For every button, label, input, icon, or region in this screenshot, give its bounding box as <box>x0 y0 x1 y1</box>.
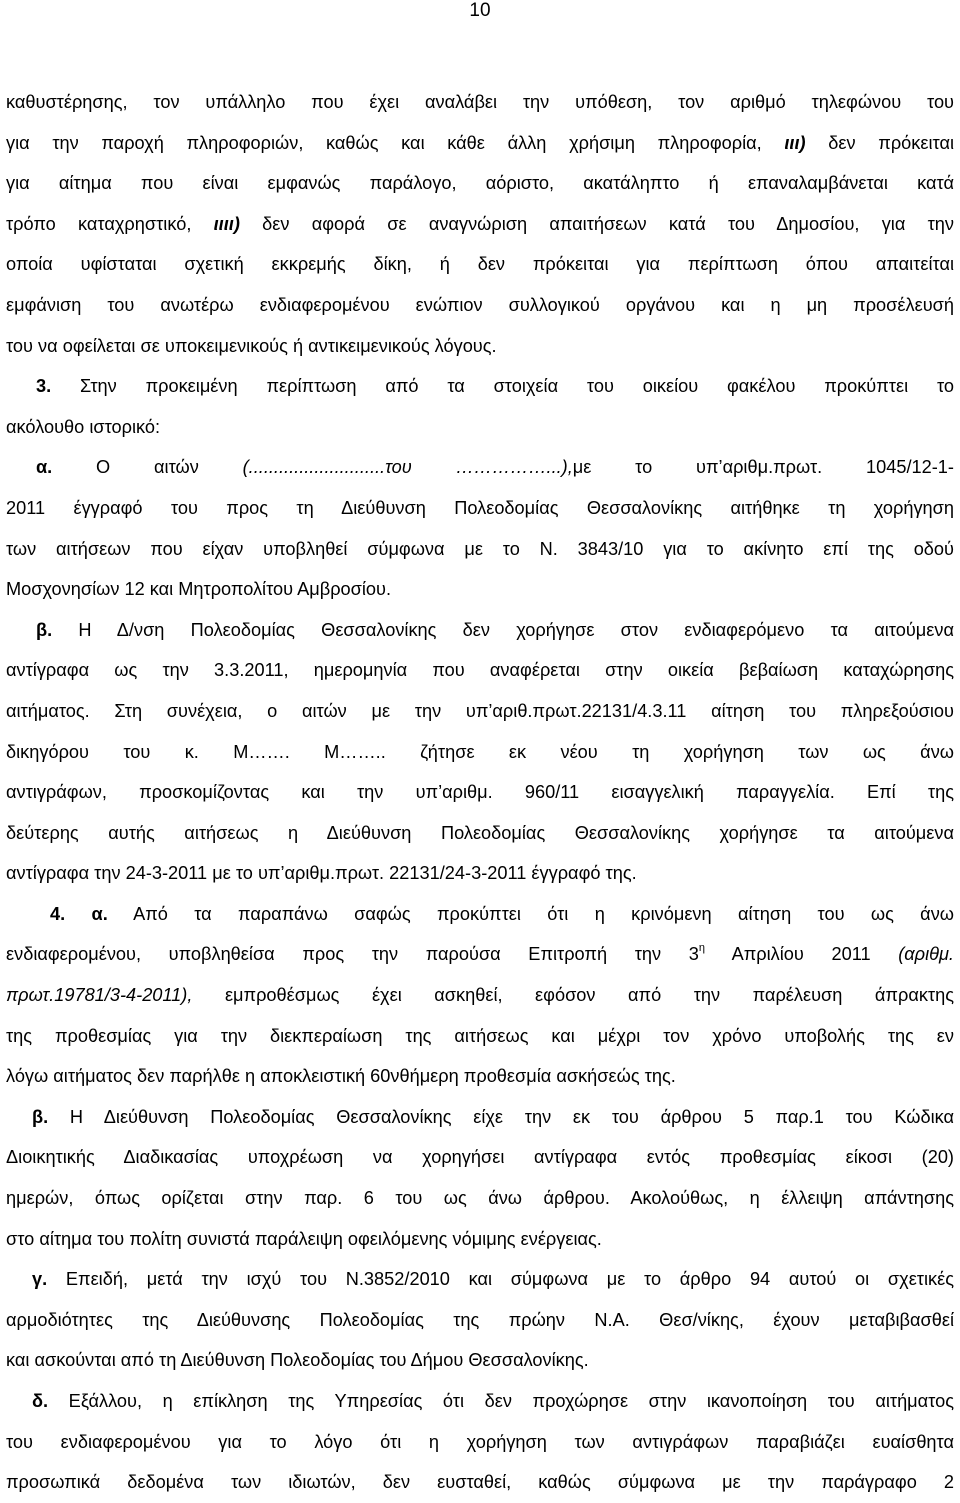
text-line: δ. Εξάλλου, η επίκληση της Υπηρεσίας ότι δεν προχώρησε στην ικανοποίηση του αιτήματος <box>32 1391 954 1411</box>
text-line: λόγω αιτήματος δεν παρήλθε η αποκλειστική 60νθήμερη προθεσμία ασκήσεώς της. <box>6 1066 676 1087</box>
text-line: γ. Επειδή, μετά την ισχύ του Ν.3852/2010 και σύμφωνα με το άρθρο 94 αυτού οι σχετικές <box>32 1269 954 1290</box>
paragraph-4-gamma <box>6 1259 954 1381</box>
section-number: α. <box>36 457 53 478</box>
text-line: και ασκούνται από τη Διεύθυνση Πολεοδομίας του Δήμου Θεσσαλονίκης. <box>6 1350 589 1371</box>
section-number: γ. <box>32 1269 48 1290</box>
paragraph-continuation <box>6 82 954 366</box>
text-line: 2011 έγγραφό του προς τη Διεύθυνση Πολεοδομίας Θεσσαλονίκης αιτήθηκε τη χορήγηση <box>6 497 954 518</box>
text-line: του να οφείλεται σε υποκειμενικούς ή αντικειμενικούς λόγους. <box>6 335 497 356</box>
paragraph-beta <box>6 610 954 894</box>
text-line: 4. α. Από τα παραπάνω σαφώς προκύπτει ότι η κρινόμενη αίτηση του ως άνω <box>50 903 954 924</box>
text-line: των αιτήσεων που είχαν υποβληθεί σύμφωνα με το Ν. 3843/10 για το ακίνητο επί της οδού <box>6 538 954 559</box>
text-line: Μοσχονησίων 12 και Μητροπολίτου Αμβροσίου. <box>6 579 392 600</box>
paragraph-3 <box>6 366 954 447</box>
text-line: της προθεσμίας για την διεκπεραίωση της αιτήσεως και μέχρι τον χρόνο υποβολής της εν <box>6 1025 954 1046</box>
text-line: ενδιαφερομένου, υποβληθείσα προς την παρούσα Επιτροπή την $3^\eta$ Απριλίου 2011 (αριθμ. <box>6 942 954 965</box>
text-line: τρόπο καταχρηστικό, ιιιι) δεν αφορά σε αναγνώριση απαιτήσεων κατά του Δημοσίου, για την <box>6 213 954 234</box>
text-line: αντίγραφα την 24-3-2011 με το υπ’αριθμ.πρωτ. 22131/24-3-2011 έγγραφό της. <box>6 863 637 884</box>
text-line: β. Η Δ/νση Πολεοδομίας Θεσσαλονίκης δεν χορήγησε στον ενδιαφερόμενο τα αιτούμενα <box>36 619 954 640</box>
text-line: αρμοδιότητες της Διεύθυνσης Πολεοδομίας της πρώην Ν.Α. Θεσ/νίκης, έχουν μεταβιβασθεί <box>6 1309 954 1330</box>
page-number: 10 <box>469 0 491 21</box>
text-line: Διοικητικής Διαδικασίας υποχρέωση να χορηγήσει αντίγραφα εντός προθεσμίας είκοσι (20) <box>6 1147 954 1168</box>
text-line: ακόλουθο ιστορικό: <box>6 416 161 437</box>
text-line: οποία υφίσταται σχετική εκκρεμής δίκη, ή δεν πρόκειται για περίπτωση όπου απαιτείται <box>6 254 954 275</box>
list-marker: ιιιι) <box>213 213 240 234</box>
text-line: δεύτερης αυτής αιτήσεως η Διεύθυνση Πολεοδομίας Θεσσαλονίκης χορήγησε τα αιτούμενα <box>6 822 954 843</box>
section-number: β. <box>36 619 53 640</box>
text-line: αιτήματος. Στη συνέχεια, ο αιτών με την υπ’αριθ.πρωτ.22131/4.3.11 αίτηση του πληρεξούσιου <box>6 700 954 721</box>
text-line: δικηγόρου του κ. Μ……. Μ…….. ζήτησε εκ νέου τη χορήγηση των ως άνω <box>6 741 954 762</box>
section-number: β. <box>32 1106 49 1127</box>
text-line: εμφάνιση του ανωτέρω ενδιαφερομένου ενώπιον συλλογικού οργάνου και η μη προσέλευσή <box>6 294 954 315</box>
section-number: 4. α. <box>50 903 108 924</box>
text-line: για αίτημα που είναι εμφανώς παράλογο, αόριστο, ακατάληπτο ή επαναλαμβάνεται κατά <box>6 173 954 194</box>
paragraph-4-alpha <box>6 894 954 1097</box>
text-line: του ενδιαφερομένου για το λόγο ότι η χορήγηση των αντιγράφων παραβιάζει ευαίσθητα <box>6 1431 954 1452</box>
text-line: α. Ο αιτών (...........................του ……………...),με το υπ’αριθμ.πρωτ. 1045/12-1- <box>36 457 954 478</box>
text-line: αντίγραφα ως την 3.3.2011, ημερομηνία που αναφέρεται στην οικεία βεβαίωση καταχώρησης <box>6 660 954 681</box>
section-number: 3. <box>36 376 52 397</box>
document-body <box>6 82 954 1503</box>
text-line: προσωπικά δεδομένα των ιδιωτών, δεν ευσταθεί, καθώς σύμφωνα με την παράγραφο 2 <box>6 1472 954 1493</box>
text-line: 3. Στην προκειμένη περίπτωση από τα στοιχεία του οικείου φακέλου προκύπτει το <box>36 376 954 397</box>
text-line: στο αίτημα του πολίτη συνιστά παράλειψη οφειλόμενης νόμιμης ενέργειας. <box>6 1228 602 1249</box>
list-marker: ιιι) <box>784 132 806 153</box>
text-line: καθυστέρησης, τον υπάλληλο που έχει αναλάβει την υπόθεση, τον αριθμό τηλεφώνου του <box>6 92 954 112</box>
text-line: για την παροχή πληροφοριών, καθώς και κάθε άλλη χρήσιμη πληροφορία, ιιι) δεν πρόκειται <box>6 132 955 153</box>
text-line: β. Η Διεύθυνση Πολεοδομίας Θεσσαλονίκης είχε την εκ του άρθρου 5 παρ.1 του Κώδικα <box>32 1106 954 1127</box>
text-line: αντιγράφων, προσκομίζοντας και την υπ’αριθμ. 960/11 εισαγγελική παραγγελία. Επί της <box>6 782 954 803</box>
paragraph-alpha <box>6 447 954 609</box>
text-line: ημερών, όπως ορίζεται στην παρ. 6 του ως άνω άρθρου. Ακολούθως, η έλλειψη απάντησης <box>6 1188 954 1209</box>
paragraph-4-delta <box>6 1381 954 1503</box>
section-number: δ. <box>32 1391 49 1411</box>
text-line: πρωτ.19781/3-4-2011), εμπροθέσμως έχει ασκηθεί, εφόσον από την παρέλευση άπρακτης <box>6 985 954 1006</box>
paragraph-4-beta <box>6 1097 954 1259</box>
